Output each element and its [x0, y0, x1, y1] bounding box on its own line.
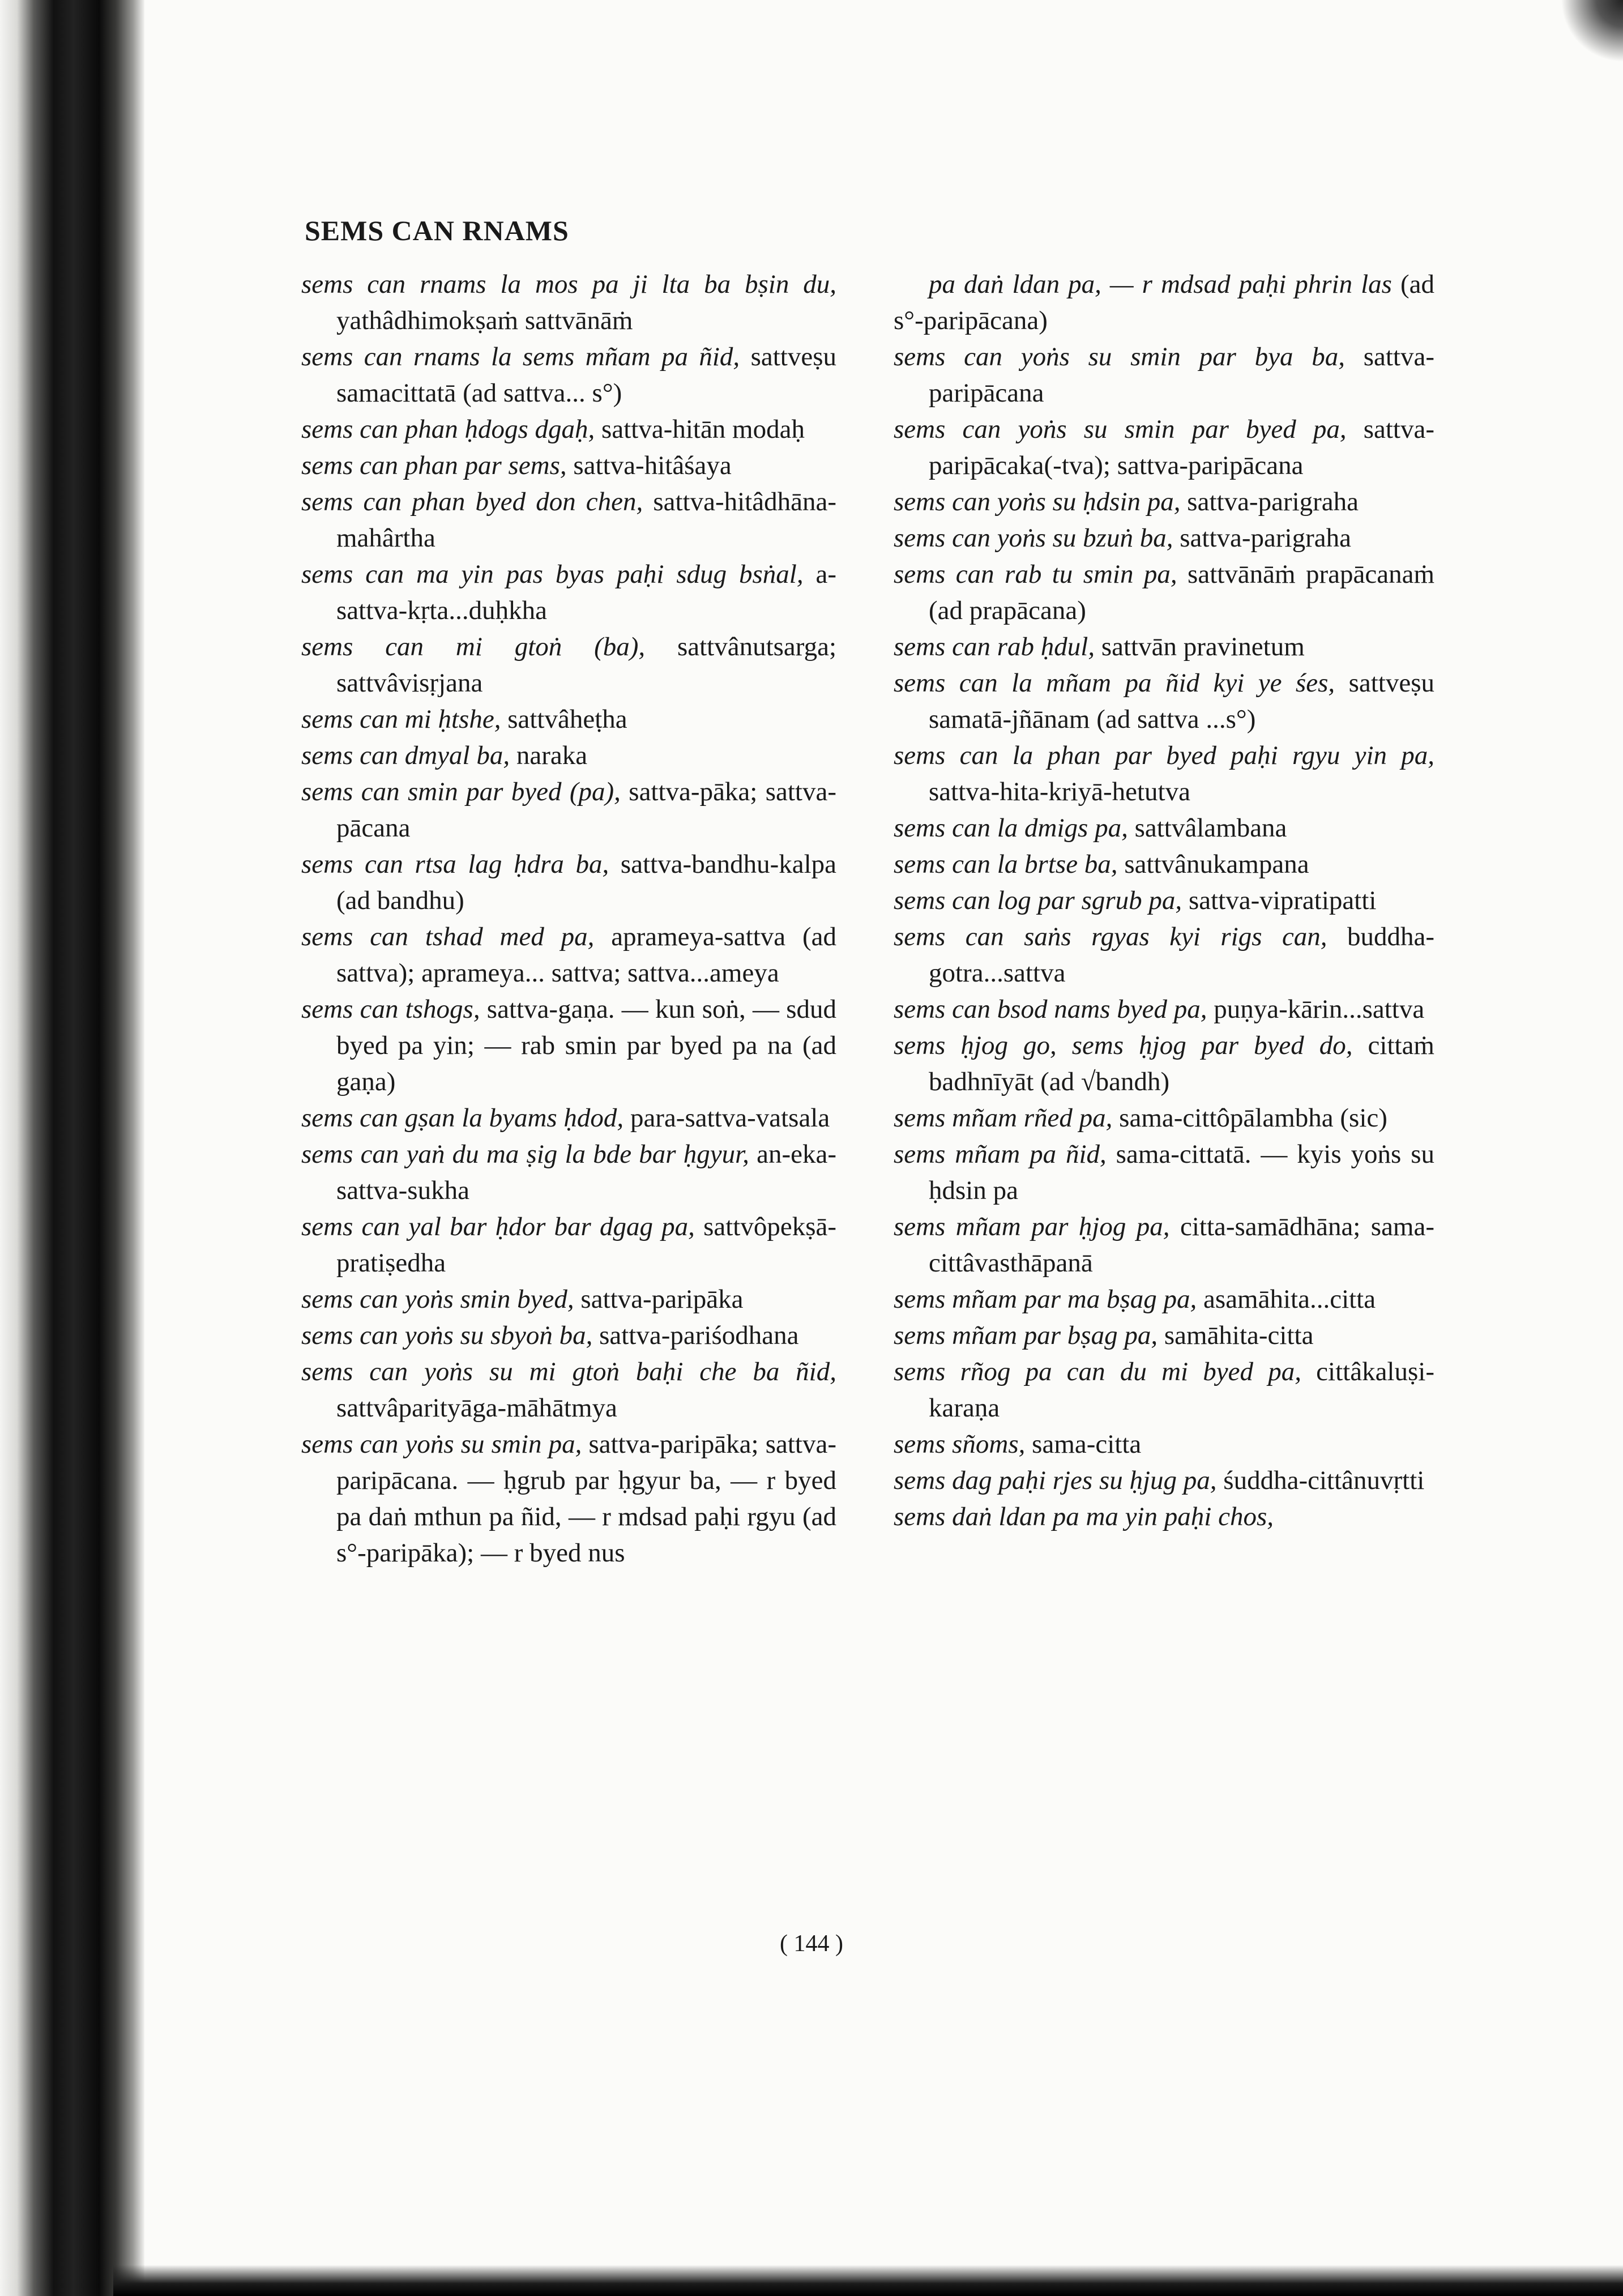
dictionary-entry	[301, 629, 836, 701]
tibetan-headword: sems can tshogs,	[301, 995, 480, 1024]
sanskrit-equivalent: samāhita-citta	[1158, 1321, 1314, 1350]
tibetan-headword: sems can mi gtoṅ (ba),	[301, 632, 646, 662]
dictionary-entry	[301, 991, 836, 1100]
tibetan-headword: sems can rtsa lag ḥdra ba,	[301, 850, 609, 879]
tibetan-headword: sems can dmyal ba,	[301, 741, 510, 770]
sanskrit-equivalent: sattvôpekṣā-pratiṣedha	[336, 1212, 836, 1278]
dictionary-entry	[894, 411, 1434, 484]
tibetan-headword: sems can tshad med pa,	[301, 922, 595, 951]
sanskrit-equivalent: puṇya-kārin...sattva	[1207, 995, 1425, 1024]
dictionary-entry	[894, 1499, 1434, 1535]
tibetan-headword: sems can bsod nams byed pa,	[894, 995, 1207, 1024]
tibetan-headword: sems can log par sgrub pa,	[894, 886, 1182, 915]
dictionary-entry	[301, 447, 836, 484]
tibetan-headword: sems can smin par byed (pa),	[301, 777, 621, 806]
dictionary-entry	[894, 1209, 1434, 1281]
tibetan-headword: sems can rab ḥdul,	[894, 632, 1095, 662]
tibetan-headword: sems can rab tu smin pa,	[894, 560, 1177, 589]
sanskrit-equivalent: citta-samādhāna; sama-cittâvasthāpanā	[929, 1212, 1434, 1278]
tibetan-headword: sems can la phan par byed paḥi rgyu yin pa,	[894, 741, 1434, 770]
sanskrit-equivalent: sattva-paripāka; sattva-paripācana. — ḥgrub par ḥgyur ba, — r byed pa daṅ mthun pa ñid, — r mdsad paḥi rgyu (ad s°-paripāka); — r byed nus	[336, 1429, 836, 1568]
tibetan-headword: sems dag paḥi rjes su ḥjug pa,	[894, 1466, 1217, 1495]
dictionary-entry	[301, 1136, 836, 1209]
dictionary-entry	[301, 411, 836, 447]
dictionary-entry	[894, 665, 1434, 737]
tibetan-headword: sems can yoṅs su mi gtoṅ baḥi che ba ñid,	[301, 1357, 836, 1386]
tibetan-headword: sems can yoṅs su bzuṅ ba,	[894, 523, 1173, 553]
dictionary-entry	[894, 1354, 1434, 1426]
sanskrit-equivalent: sattva-bandhu-kalpa (ad bandhu)	[336, 850, 836, 915]
tibetan-headword: sems can ma yin pas byas paḥi sdug bsṅal,	[301, 560, 804, 589]
sanskrit-equivalent: naraka	[510, 741, 588, 770]
dictionary-entry	[894, 484, 1434, 520]
sanskrit-equivalent: asamāhita...citta	[1197, 1284, 1376, 1314]
sanskrit-equivalent: an-eka-sattva-sukha	[336, 1140, 836, 1205]
tibetan-headword: sems can yoṅs smin byed,	[301, 1284, 574, 1314]
left-column	[301, 266, 836, 1571]
sanskrit-equivalent: sattvânutsarga; sattvâvisṛjana	[336, 632, 836, 698]
dictionary-entry	[894, 556, 1434, 629]
tibetan-headword: sems can rnams la mos pa ji lta ba bṣin du,	[301, 270, 836, 299]
dictionary-entry	[301, 339, 836, 411]
tibetan-headword: sems can la mñam pa ñid kyi ye śes,	[894, 668, 1335, 698]
sanskrit-equivalent: sattvâlambana	[1127, 813, 1287, 843]
tibetan-headword: sems daṅ ldan pa ma yin paḥi chos,	[894, 1502, 1274, 1531]
tibetan-headword: sems mñam rñed pa,	[894, 1103, 1113, 1133]
sanskrit-equivalent: sattva-parigraha	[1180, 487, 1359, 517]
sanskrit-equivalent: sama-citta	[1025, 1429, 1142, 1459]
dictionary-entry	[301, 1426, 836, 1571]
tibetan-headword: sems can phan ḥdogs dgaḥ,	[301, 415, 595, 444]
tibetan-headword: sems can yoṅs su smin pa,	[301, 1429, 582, 1459]
dictionary-entry	[894, 882, 1434, 919]
sanskrit-equivalent: cittâkaluṣi-karaṇa	[929, 1357, 1434, 1423]
dictionary-entry	[894, 1027, 1434, 1100]
dictionary-entry	[301, 556, 836, 629]
dictionary-entry	[301, 919, 836, 991]
running-head: SEMS CAN RNAMS	[305, 215, 569, 246]
sanskrit-equivalent: para-sattva-vatsala	[623, 1103, 830, 1133]
tibetan-headword: sems can la dmigs pa,	[894, 813, 1128, 843]
tibetan-headword: sems sñoms,	[894, 1429, 1026, 1459]
dictionary-entry	[894, 1281, 1434, 1317]
dictionary-entry	[301, 1100, 836, 1136]
sanskrit-equivalent: śuddha-cittânuvṛtti	[1216, 1466, 1425, 1495]
sanskrit-equivalent: sama-cittôpālambha (sic)	[1112, 1103, 1387, 1133]
tibetan-headword: sems can mi ḥtshe,	[301, 705, 501, 734]
sanskrit-equivalent: sattvânukampana	[1117, 850, 1309, 879]
sanskrit-equivalent: sattva-hitâdhāna-mahârtha	[336, 487, 836, 553]
sanskrit-equivalent: sattvâparityāga-māhātmya	[336, 1393, 617, 1423]
sanskrit-equivalent: sattva-pariśodhana	[592, 1321, 799, 1350]
right-column	[894, 266, 1434, 1535]
sanskrit-equivalent: sattveṣu samacittatā (ad sattva... s°)	[336, 342, 837, 408]
tibetan-headword: sems can gṣan la byams ḥdod,	[301, 1103, 624, 1133]
sanskrit-equivalent: sattvâheṭha	[501, 705, 627, 734]
sanskrit-equivalent: sattva-vipratipatti	[1182, 886, 1377, 915]
sanskrit-equivalent: sattva-paripāka	[574, 1284, 744, 1314]
dictionary-entry	[301, 774, 836, 846]
sanskrit-equivalent: a-sattva-kṛta...duḥkha	[336, 560, 836, 625]
dictionary-entry	[894, 266, 1434, 339]
dictionary-entry	[301, 737, 836, 774]
tibetan-headword: pa daṅ ldan pa, — r mdsad paḥi phrin las	[929, 270, 1392, 299]
tibetan-headword: sems can yoṅs su smin par byed pa,	[894, 415, 1347, 444]
dictionary-entry	[894, 1100, 1434, 1136]
dictionary-entry	[894, 846, 1434, 882]
sanskrit-equivalent: sattva-paripācana	[929, 342, 1434, 408]
page-number: ( 144 )	[780, 1931, 843, 1957]
tibetan-headword: sems can yaṅ du ma ṣig la bde bar ḥgyur,	[301, 1140, 749, 1169]
tibetan-headword: sems can phan byed don chen,	[301, 487, 643, 517]
tibetan-headword: sems mñam par bṣag pa,	[894, 1321, 1158, 1350]
dictionary-entry	[301, 1317, 836, 1354]
sanskrit-equivalent: sattva-hitâśaya	[566, 451, 732, 480]
dictionary-entry	[894, 629, 1434, 665]
tibetan-headword: sems can la brtse ba,	[894, 850, 1118, 879]
tibetan-headword: sems ḥjog go, sems ḥjog par byed do,	[894, 1031, 1353, 1060]
tibetan-headword: sems can phan par sems,	[301, 451, 567, 480]
dictionary-entry	[301, 701, 836, 737]
sanskrit-equivalent: sattva-gaṇa. — kun soṅ, — sdud byed pa yin; — rab smin par byed pa na (ad gaṇa)	[336, 995, 836, 1096]
dictionary-entry	[894, 919, 1434, 991]
sanskrit-equivalent: yathâdhimokṣaṁ sattvānāṁ	[336, 306, 633, 335]
dictionary-entry	[894, 1426, 1434, 1462]
dictionary-entry	[301, 266, 836, 339]
dictionary-entry	[894, 1462, 1434, 1499]
tibetan-headword: sems mñam par ḥjog pa,	[894, 1212, 1170, 1241]
tibetan-headword: sems can rnams la sems mñam pa ñid,	[301, 342, 740, 372]
sanskrit-equivalent: buddha-gotra...sattva	[929, 922, 1434, 988]
tibetan-headword: sems mñam pa ñid,	[894, 1140, 1107, 1169]
dictionary-entry	[301, 1281, 836, 1317]
sanskrit-equivalent: sattva-hita-kriyā-hetutva	[929, 777, 1190, 806]
scan-bottom-shadow	[113, 2265, 1623, 2296]
tibetan-headword: sems can yoṅs su ḥdsin pa,	[894, 487, 1181, 517]
dictionary-entry	[894, 810, 1434, 846]
tibetan-headword: sems can yoṅs su smin par bya ba,	[894, 342, 1345, 372]
sanskrit-equivalent: (ad s°-paripācana)	[894, 270, 1434, 335]
tibetan-headword: sems can yoṅs su sbyoṅ ba,	[301, 1321, 593, 1350]
tibetan-headword: sems can saṅs rgyas kyi rigs can,	[894, 922, 1327, 951]
dictionary-entry	[894, 520, 1434, 556]
sanskrit-equivalent: sama-cittatā. — kyis yoṅs su ḥdsin pa	[929, 1140, 1434, 1205]
scan-corner-shadow	[1561, 0, 1623, 62]
sanskrit-equivalent: cittaṁ badhnīyāt (ad √bandh)	[929, 1031, 1434, 1096]
dictionary-entry	[894, 1136, 1434, 1209]
sanskrit-equivalent: aprameya-sattva (ad sattva); aprameya... sattva; sattva...ameya	[336, 922, 836, 988]
sanskrit-equivalent: sattvānāṁ prapācanaṁ (ad prapācana)	[929, 560, 1435, 625]
dictionary-entry	[301, 1209, 836, 1281]
dictionary-entry	[894, 991, 1434, 1027]
dictionary-entry	[894, 339, 1434, 411]
sanskrit-equivalent: sattva-hitān modaḥ	[595, 415, 805, 444]
sanskrit-equivalent: sattva-paripācaka(-tva); sattva-paripācana	[929, 415, 1434, 480]
dictionary-entry	[894, 1317, 1434, 1354]
sanskrit-equivalent: sattvān pravinetum	[1095, 632, 1305, 662]
dictionary-entry	[894, 737, 1434, 810]
dictionary-entry	[301, 484, 836, 556]
sanskrit-equivalent: sattva-pāka; sattva-pācana	[336, 777, 836, 843]
sanskrit-equivalent: sattveṣu samatā-jñānam (ad sattva ...s°)	[929, 668, 1434, 734]
dictionary-entry	[301, 846, 836, 919]
tibetan-headword: sems mñam par ma bṣag pa,	[894, 1284, 1197, 1314]
sanskrit-equivalent: sattva-parigraha	[1173, 523, 1351, 553]
tibetan-headword: sems rñog pa can du mi byed pa,	[894, 1357, 1301, 1386]
tibetan-headword: sems can yal bar ḥdor bar dgag pa,	[301, 1212, 695, 1241]
dictionary-entry	[301, 1354, 836, 1426]
